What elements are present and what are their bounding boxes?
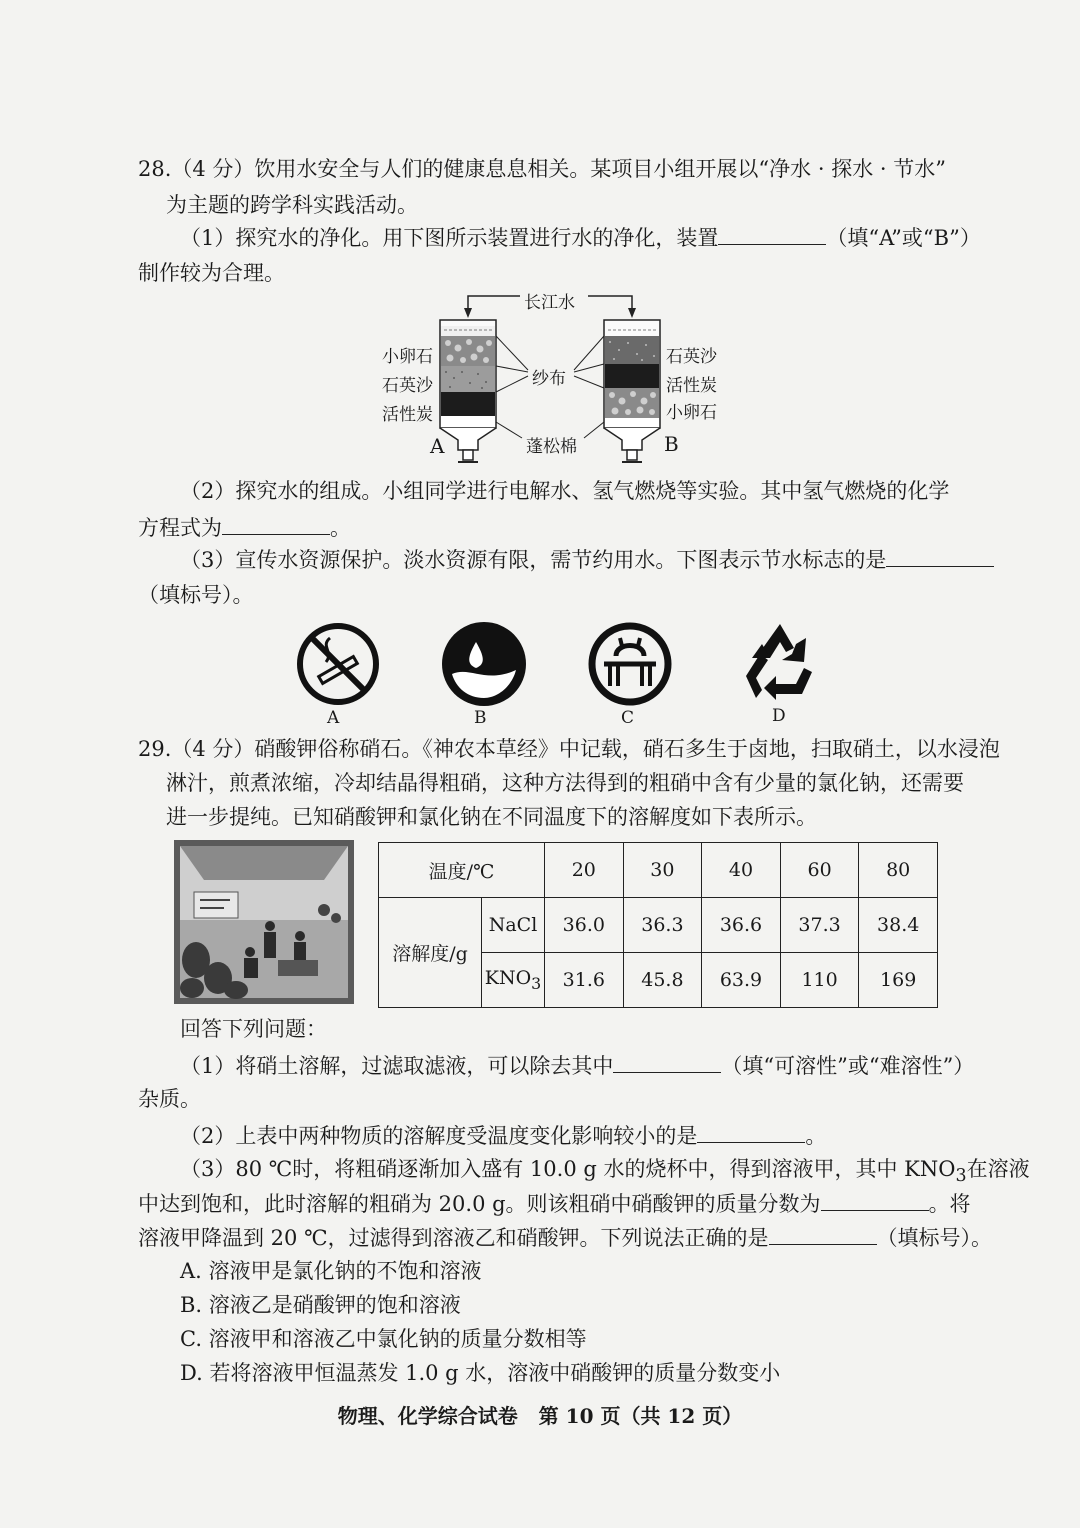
funnel-a [440,428,496,450]
q29-part3-line3 [138,1222,992,1253]
option-d: D. 若将溶液甲恒温蒸发 1.0 g 水，溶液中硝酸钾的质量分数变小 [180,1361,781,1385]
answer-blank[interactable] [886,544,994,567]
table-cell: 110 [780,953,859,1008]
energy-saving-sign-icon [582,616,678,712]
page-footer: 物理、化学综合试卷 第 10 页（共 12 页） [337,1404,743,1428]
sign-label-b: B [474,708,487,728]
table-cell: 63.9 [702,953,781,1008]
sand-layer-a [441,366,495,392]
q29-p2-end: 。 [805,1124,827,1148]
kno3-label [482,953,545,1008]
q28-p2-end: 。 [330,516,351,540]
nacl-label: NaCl [482,898,545,953]
answer-blank[interactable] [613,1050,721,1073]
q28-part2-eq [138,512,351,543]
carbon-layer-b [605,364,659,388]
q29-line2: 淋汁，煎煮浓缩，冷却结晶得粗硝，这种方法得到的粗硝中含有少量的氯化钠，还需要 [166,771,964,795]
arrow-icon-left [464,308,472,318]
solubility-label: 溶解度/g [379,898,482,1008]
q29-p3-e: （填标号）。 [876,1226,993,1250]
sign-label-a: A [327,708,340,728]
table-cell: 45.8 [623,953,702,1008]
q28-p3-tail: （填标号）。 [138,583,254,607]
device-a-label: A [430,434,445,458]
no-smoking-sign-icon [290,616,386,712]
q29-p3-tail: 在溶液 [966,1157,1030,1181]
water-saving-sign-icon [436,616,532,712]
q29-line1: 29.（4 分）硝酸钾俗称硝石。《神农本草经》中记载，硝石多生于卤地，扫取硝土，以水浸泡 [138,737,1000,761]
q29-part2 [180,1120,826,1151]
right-layer-3: 小卵石 [666,403,717,423]
left-layer-3: 活性炭 [382,405,433,425]
table-cell: 36.3 [623,898,702,953]
q29-part1 [180,1050,974,1081]
left-layer-2: 石英沙 [382,376,433,396]
kno3-sub: 3 [531,973,542,993]
q29-p3-text: （3）80 ℃时，将粗硝逐渐加入盛有 10.0 g 水的烧杯中，得到溶液甲，其中 KNO [180,1157,956,1181]
q29-p1-text: （1）将硝土溶解，过滤取滤液，可以除去其中 [180,1054,614,1078]
solubility-table [378,842,938,1008]
table-cell: 20 [545,843,624,898]
recycle-sign-icon [732,614,828,710]
cotton-label: 蓬松棉 [526,437,577,457]
q28-p1-tail: 制作较为合理。 [138,261,285,285]
answer-blank[interactable] [718,222,826,245]
q29-p3-b: 中达到饱和，此时溶解的粗硝为 20.0 g。则该粗硝中硝酸钾的质量分数为 [138,1192,821,1216]
cotton-layer-b [605,418,659,427]
outlet-b [627,450,637,460]
device-b-label: B [664,432,679,456]
left-layer-1: 小卵石 [382,347,433,367]
answer-blank[interactable] [769,1222,877,1245]
ancient-workshop-illustration [174,840,354,1004]
q28-p2-prefix: 方程式为 [138,516,222,540]
table-cell: 31.6 [545,953,624,1008]
q29-part3-line2 [138,1188,971,1219]
table-cell: 36.0 [545,898,624,953]
q29-p2-text: （2）上表中两种物质的溶解度受温度变化影响较小的是 [180,1124,698,1148]
sign-label-d: D [772,706,786,726]
q28-p3-text: （3）宣传水资源保护。淡水资源有限，需节约用水。下图表示节水标志的是 [180,548,887,572]
water-a [441,326,495,336]
temp-header: 温度/℃ [379,843,545,898]
answer-blank[interactable] [821,1188,929,1211]
q29-part3 [180,1154,1030,1191]
funnel-b [604,428,660,450]
table-cell: 36.6 [702,898,781,953]
option-a: A. 溶液甲是氯化钠的不饱和溶液 [180,1259,482,1283]
q28-line1: 28.（4 分）饮用水安全与人们的健康息息相关。某项目小组开展以“净水 · 探水 · 节水” [138,157,946,181]
sign-label-c: C [621,708,635,728]
option-b: B. 溶液乙是硝酸钾的饱和溶液 [180,1293,461,1317]
table-cell: 169 [859,953,938,1008]
table-cell: 40 [702,843,781,898]
cotton-layer-a [441,416,495,427]
q29-line3: 进一步提纯。已知硝酸钾和氯化钠在不同温度下的溶解度如下表所示。 [166,805,817,829]
answer-prompt: 回答下列问题： [180,1017,327,1041]
q29-p3-d: 溶液甲降温到 20 ℃，过滤得到溶液乙和硝酸钾。下列说法正确的是 [138,1226,769,1250]
q28-part1 [180,222,981,253]
kno3-text: KNO [484,967,532,990]
answer-blank[interactable] [697,1120,805,1143]
option-c: C. 溶液甲和溶液乙中氯化钠的质量分数相等 [180,1327,587,1351]
q29-p1-hint: （填“可溶性”或“难溶性”） [721,1054,975,1078]
q28-p1-text: （1）探究水的净化。用下图所示装置进行水的净化，装置 [180,226,719,250]
right-layer-2: 活性炭 [666,376,717,396]
table-row [379,843,938,898]
table-cell: 38.4 [859,898,938,953]
arrow-icon-right [628,308,636,318]
q29-p3-sub: 3 [955,1166,967,1187]
gauze-label: 纱布 [532,369,566,389]
q29-p3-c: 。将 [928,1192,971,1216]
answer-blank[interactable] [222,512,330,535]
q28-part3 [180,544,994,575]
q29-p1-tail: 杂质。 [138,1087,201,1111]
table-cell: 37.3 [780,898,859,953]
diagram-top-label: 长江水 [520,288,579,313]
q28-part2: （2）探究水的组成。小组同学进行电解水、氢气燃烧等实验。其中氢气燃烧的化学 [180,479,950,503]
carbon-layer-a [441,392,495,416]
table-cell: 60 [780,843,859,898]
right-layer-1: 石英沙 [666,347,717,367]
q28-line2: 为主题的跨学科实践活动。 [166,193,418,217]
q28-p1-hint: （填“A”或“B”） [826,226,981,250]
sand-layer-b [605,336,659,364]
table-cell: 80 [859,843,938,898]
outlet-a [463,450,473,460]
table-cell: 30 [623,843,702,898]
table-row [379,898,938,953]
